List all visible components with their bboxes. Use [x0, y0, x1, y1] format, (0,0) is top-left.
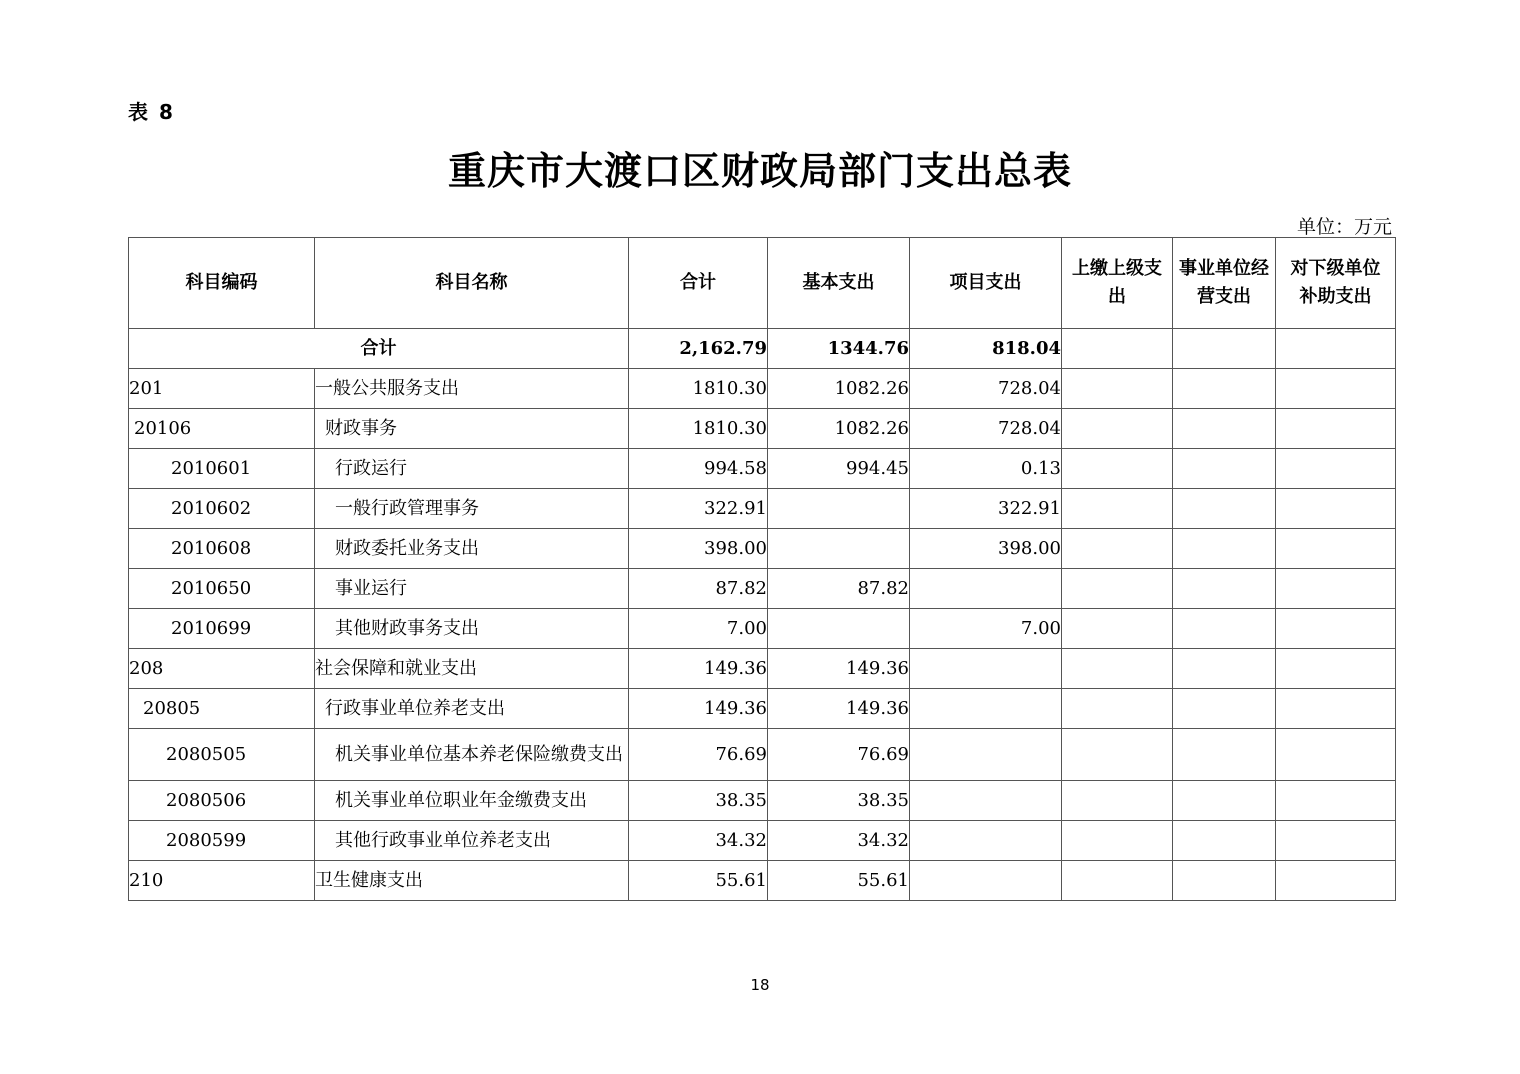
row-name: 事业运行 [315, 569, 629, 609]
row-basic: 87.82 [768, 569, 910, 609]
row-subsidy [1276, 529, 1396, 569]
row-project: 728.04 [910, 409, 1062, 449]
row-code: 201 [129, 369, 315, 409]
row-name: 行政事业单位养老支出 [315, 689, 629, 729]
row-total: 7.00 [629, 609, 768, 649]
row-remit [1062, 649, 1173, 689]
table-row [129, 861, 1396, 901]
row-total: 55.61 [629, 861, 768, 901]
row-project: 398.00 [910, 529, 1062, 569]
row-code: 2010608 [129, 529, 315, 569]
row-total: 149.36 [629, 689, 768, 729]
row-name: 财政委托业务支出 [315, 529, 629, 569]
row-remit [1062, 781, 1173, 821]
row-subsidy [1276, 609, 1396, 649]
row-name: 一般公共服务支出 [315, 369, 629, 409]
row-business [1173, 689, 1276, 729]
row-total: 322.91 [629, 489, 768, 529]
total-project: 818.04 [910, 329, 1062, 369]
row-total: 34.32 [629, 821, 768, 861]
row-subsidy [1276, 369, 1396, 409]
row-basic: 994.45 [768, 449, 910, 489]
row-remit [1062, 821, 1173, 861]
row-remit [1062, 369, 1173, 409]
row-total: 76.69 [629, 729, 768, 781]
table-row [129, 529, 1396, 569]
unit-label: 单位：万元 [1296, 216, 1392, 238]
row-business [1173, 861, 1276, 901]
table-row [129, 489, 1396, 529]
table-row [129, 729, 1396, 781]
row-name: 卫生健康支出 [315, 861, 629, 901]
total-label: 合计 [129, 329, 629, 369]
table-row [129, 609, 1396, 649]
row-basic: 149.36 [768, 689, 910, 729]
row-remit [1062, 409, 1173, 449]
row-project: 0.13 [910, 449, 1062, 489]
row-business [1173, 449, 1276, 489]
row-name: 一般行政管理事务 [315, 489, 629, 529]
row-business [1173, 489, 1276, 529]
row-basic [768, 529, 910, 569]
row-subsidy [1276, 729, 1396, 781]
row-project [910, 649, 1062, 689]
row-name: 机关事业单位基本养老保险缴费支出 [315, 729, 629, 781]
table-row [129, 409, 1396, 449]
row-code: 20106 [129, 409, 315, 449]
row-total: 38.35 [629, 781, 768, 821]
row-basic: 76.69 [768, 729, 910, 781]
row-code: 2080599 [129, 821, 315, 861]
row-subsidy [1276, 489, 1396, 529]
header-basic: 基本支出 [768, 238, 910, 329]
table-row [129, 689, 1396, 729]
row-subsidy [1276, 409, 1396, 449]
row-code: 2010602 [129, 489, 315, 529]
header-total: 合计 [629, 238, 768, 329]
row-business [1173, 369, 1276, 409]
row-remit [1062, 861, 1173, 901]
table-row [129, 449, 1396, 489]
row-remit [1062, 689, 1173, 729]
table-row [129, 569, 1396, 609]
row-business [1173, 609, 1276, 649]
row-total: 87.82 [629, 569, 768, 609]
header-subsidy: 对下级单位补助支出 [1276, 238, 1396, 329]
row-remit [1062, 729, 1173, 781]
row-business [1173, 569, 1276, 609]
row-subsidy [1276, 861, 1396, 901]
row-remit [1062, 609, 1173, 649]
row-business [1173, 409, 1276, 449]
row-project [910, 821, 1062, 861]
header-row [129, 238, 1396, 329]
row-project [910, 569, 1062, 609]
row-basic [768, 489, 910, 529]
row-subsidy [1276, 689, 1396, 729]
row-subsidy [1276, 781, 1396, 821]
row-code: 20805 [129, 689, 315, 729]
row-remit [1062, 569, 1173, 609]
page-title: 重庆市大渡口区财政局部门支出总表 [447, 149, 1072, 193]
row-subsidy [1276, 569, 1396, 609]
row-name: 其他财政事务支出 [315, 609, 629, 649]
row-project [910, 861, 1062, 901]
row-code: 210 [129, 861, 315, 901]
row-code: 208 [129, 649, 315, 689]
total-total: 2,162.79 [629, 329, 768, 369]
table-row [129, 649, 1396, 689]
row-total: 1810.30 [629, 409, 768, 449]
total-subsidy [1276, 329, 1396, 369]
total-remit [1062, 329, 1173, 369]
header-name: 科目名称 [315, 238, 629, 329]
row-business [1173, 529, 1276, 569]
header-code: 科目编码 [129, 238, 315, 329]
row-project [910, 781, 1062, 821]
row-remit [1062, 449, 1173, 489]
row-remit [1062, 529, 1173, 569]
row-total: 994.58 [629, 449, 768, 489]
row-subsidy [1276, 449, 1396, 489]
row-basic: 34.32 [768, 821, 910, 861]
row-code: 2010650 [129, 569, 315, 609]
row-subsidy [1276, 821, 1396, 861]
row-code: 2010601 [129, 449, 315, 489]
row-total: 398.00 [629, 529, 768, 569]
row-name: 行政运行 [315, 449, 629, 489]
row-project [910, 729, 1062, 781]
row-code: 2010699 [129, 609, 315, 649]
table-row [129, 781, 1396, 821]
row-project: 728.04 [910, 369, 1062, 409]
row-basic: 149.36 [768, 649, 910, 689]
total-business [1173, 329, 1276, 369]
row-basic: 38.35 [768, 781, 910, 821]
row-project: 322.91 [910, 489, 1062, 529]
row-name: 财政事务 [315, 409, 629, 449]
row-remit [1062, 489, 1173, 529]
row-project [910, 689, 1062, 729]
row-basic: 55.61 [768, 861, 910, 901]
row-business [1173, 649, 1276, 689]
row-business [1173, 781, 1276, 821]
row-name: 机关事业单位职业年金缴费支出 [315, 781, 629, 821]
header-project: 项目支出 [910, 238, 1062, 329]
row-business [1173, 821, 1276, 861]
page-number: 18 [750, 976, 770, 994]
row-subsidy [1276, 649, 1396, 689]
row-total: 149.36 [629, 649, 768, 689]
header-remit: 上缴上级支出 [1062, 238, 1173, 329]
total-row [129, 329, 1396, 369]
row-basic: 1082.26 [768, 409, 910, 449]
row-code: 2080505 [129, 729, 315, 781]
row-total: 1810.30 [629, 369, 768, 409]
row-basic [768, 609, 910, 649]
row-code: 2080506 [129, 781, 315, 821]
row-project: 7.00 [910, 609, 1062, 649]
total-basic: 1344.76 [768, 329, 910, 369]
row-name: 其他行政事业单位养老支出 [315, 821, 629, 861]
table-label: 表 8 [128, 100, 175, 124]
header-business: 事业单位经营支出 [1173, 238, 1276, 329]
expense-table [128, 237, 1396, 901]
row-basic: 1082.26 [768, 369, 910, 409]
row-name: 社会保障和就业支出 [315, 649, 629, 689]
row-business [1173, 729, 1276, 781]
table-row [129, 821, 1396, 861]
table-row [129, 369, 1396, 409]
